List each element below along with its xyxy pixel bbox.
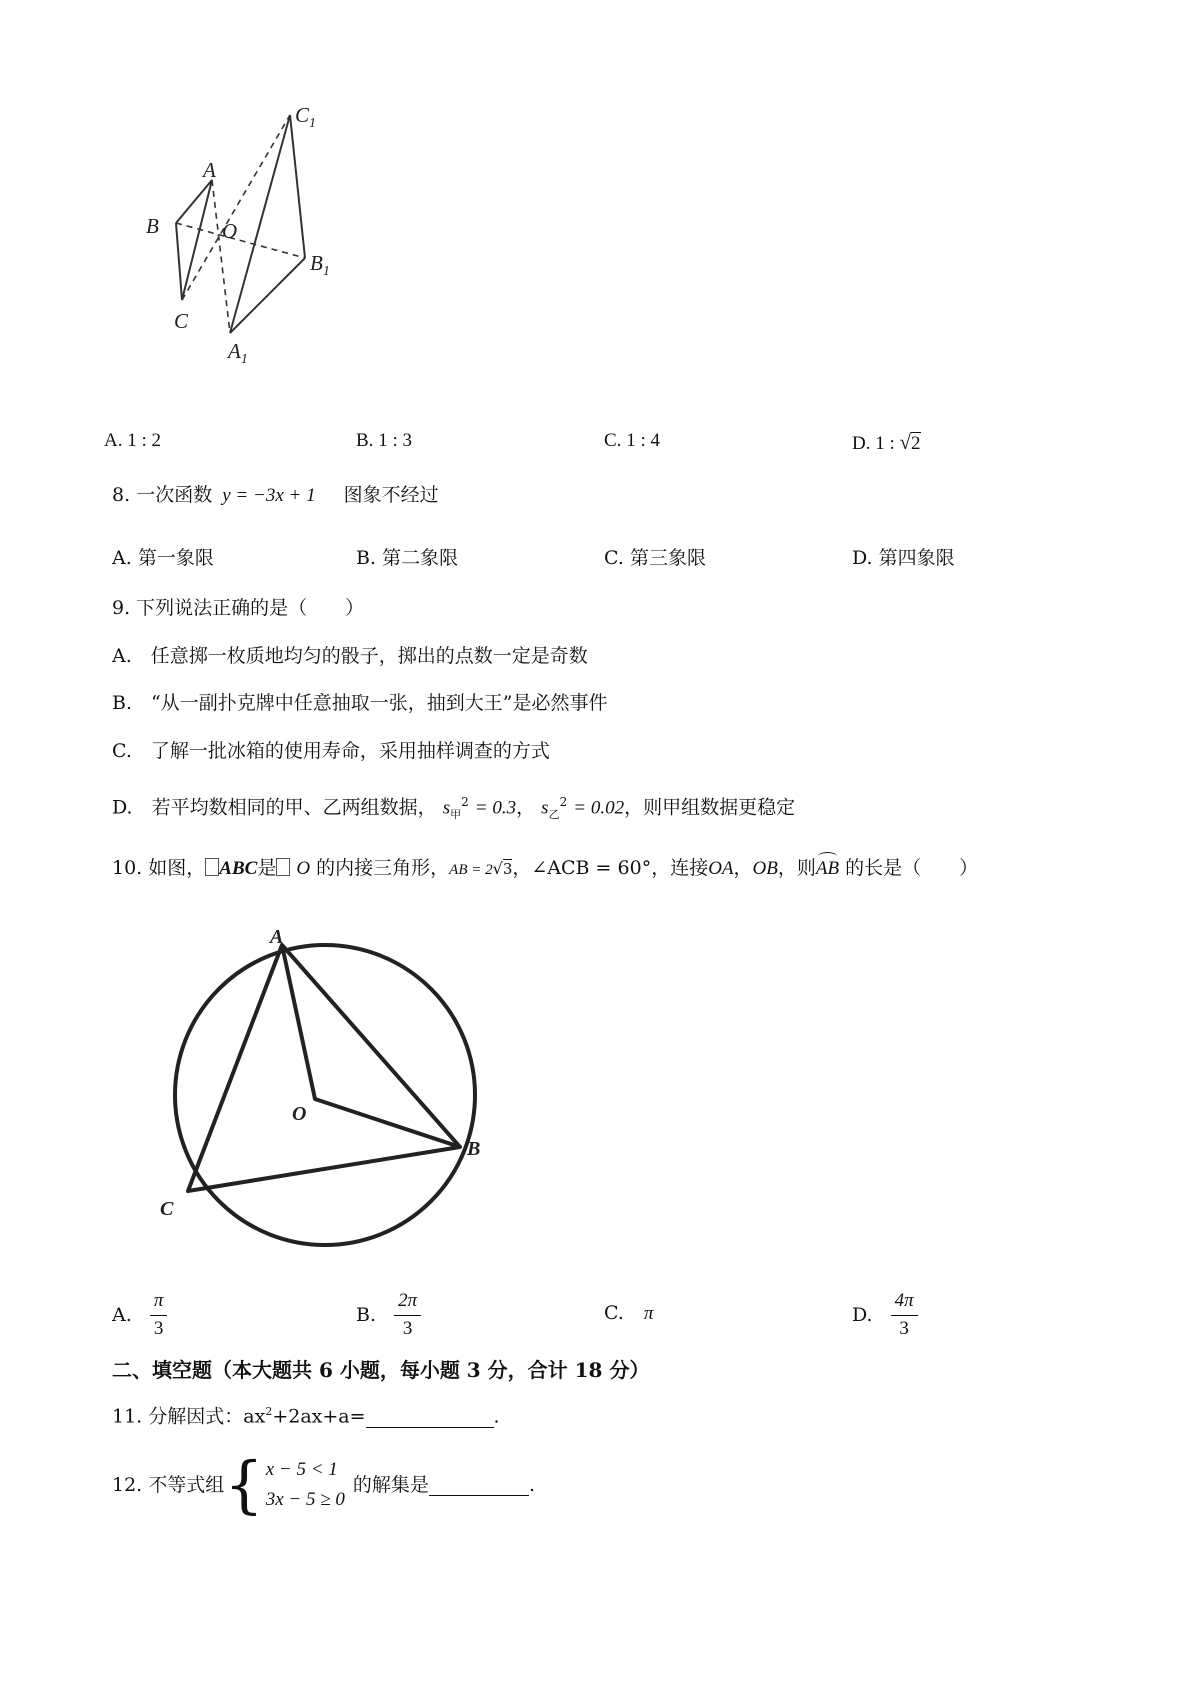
- section-heading: 二、填空题（本大题共 6 小题，每小题 3 分，合计 18 分）: [112, 1358, 650, 1382]
- q8-option-b: B. 第二象限: [356, 547, 459, 569]
- q10-option-b: B. $\frac{2\pi}{3}$: [356, 1290, 421, 1341]
- q8-option-a: A. 第一象限: [112, 547, 214, 569]
- q10-label-o: O: [292, 1103, 307, 1125]
- q9-option-a: A. 任意掷一枚质地均匀的骰子，掷出的点数一定是奇数: [112, 645, 588, 667]
- q12-brace: {: [224, 1448, 264, 1521]
- q10-figure: [150, 915, 500, 1255]
- q9-option-d: D. 若平均数相同的甲、乙两组数据， $s_甲^2 = 0.3$， $s_乙^2 = 0.02$，则甲组数据更稳定: [112, 795, 796, 822]
- q10-option-d: D. $\frac{4\pi}{3}$: [852, 1290, 918, 1341]
- q7-label-a1: $A_1$: [228, 339, 248, 367]
- q9-option-c: C. 了解一批冰箱的使用寿命，采用抽样调查的方式: [112, 740, 550, 762]
- q11-answer-blank[interactable]: [366, 1407, 494, 1428]
- q7-figure: [140, 100, 380, 370]
- q7-label-c: C: [174, 309, 189, 333]
- q9-stem: 9. 下列说法正确的是（ ）: [112, 597, 365, 619]
- q7-label-b: B: [146, 214, 159, 238]
- q12-line2: 3x − 5 ≥ 0: [265, 1489, 345, 1510]
- q10-option-a: A. $\frac{\pi}{3}$: [112, 1290, 167, 1341]
- q7-option-b: B. 1 : 3: [356, 430, 412, 451]
- q7-option-d: D. 1 : √2: [852, 430, 921, 454]
- q8-option-c: C. 第三象限: [604, 547, 706, 569]
- q8-stem: 8. 一次函数 y = −3x + 1 图象不经过: [112, 484, 439, 506]
- q7-label-c1: $C_1$: [295, 103, 317, 131]
- q9-option-b: B. “从一副扑克牌中任意抽取一张，抽到大王”是必然事件: [112, 692, 608, 714]
- q12-stem: 12. 不等式组 { x − 5 < 1 3x − 5 ≥ 0 的解集是 .: [112, 1448, 535, 1521]
- q10-option-c: C. π: [604, 1302, 654, 1324]
- q7-option-a: A. 1 : 2: [104, 430, 162, 451]
- q7-label-a: A: [203, 158, 216, 182]
- q7-option-c: C. 1 : 4: [604, 430, 660, 451]
- q10-stem: 10. 如图， ABC是 O 的内接三角形，AB = 2√3，∠ACB = 60°，连接OA，OB，则 AB 的长是（ ）: [112, 857, 978, 881]
- q7-label-o: O: [222, 219, 238, 243]
- q11-stem: 11. 分解因式：$ax^2+2ax+a=$ .: [112, 1405, 500, 1428]
- q10-label-b: B: [467, 1138, 481, 1160]
- q7-label-b1: $B_1$: [310, 251, 330, 279]
- q12-line1: x − 5 < 1: [265, 1458, 338, 1480]
- q8-option-d: D. 第四象限: [852, 547, 955, 569]
- q12-answer-blank[interactable]: [429, 1475, 529, 1496]
- q10-label-c: C: [160, 1198, 174, 1220]
- q10-label-a: A: [270, 926, 284, 948]
